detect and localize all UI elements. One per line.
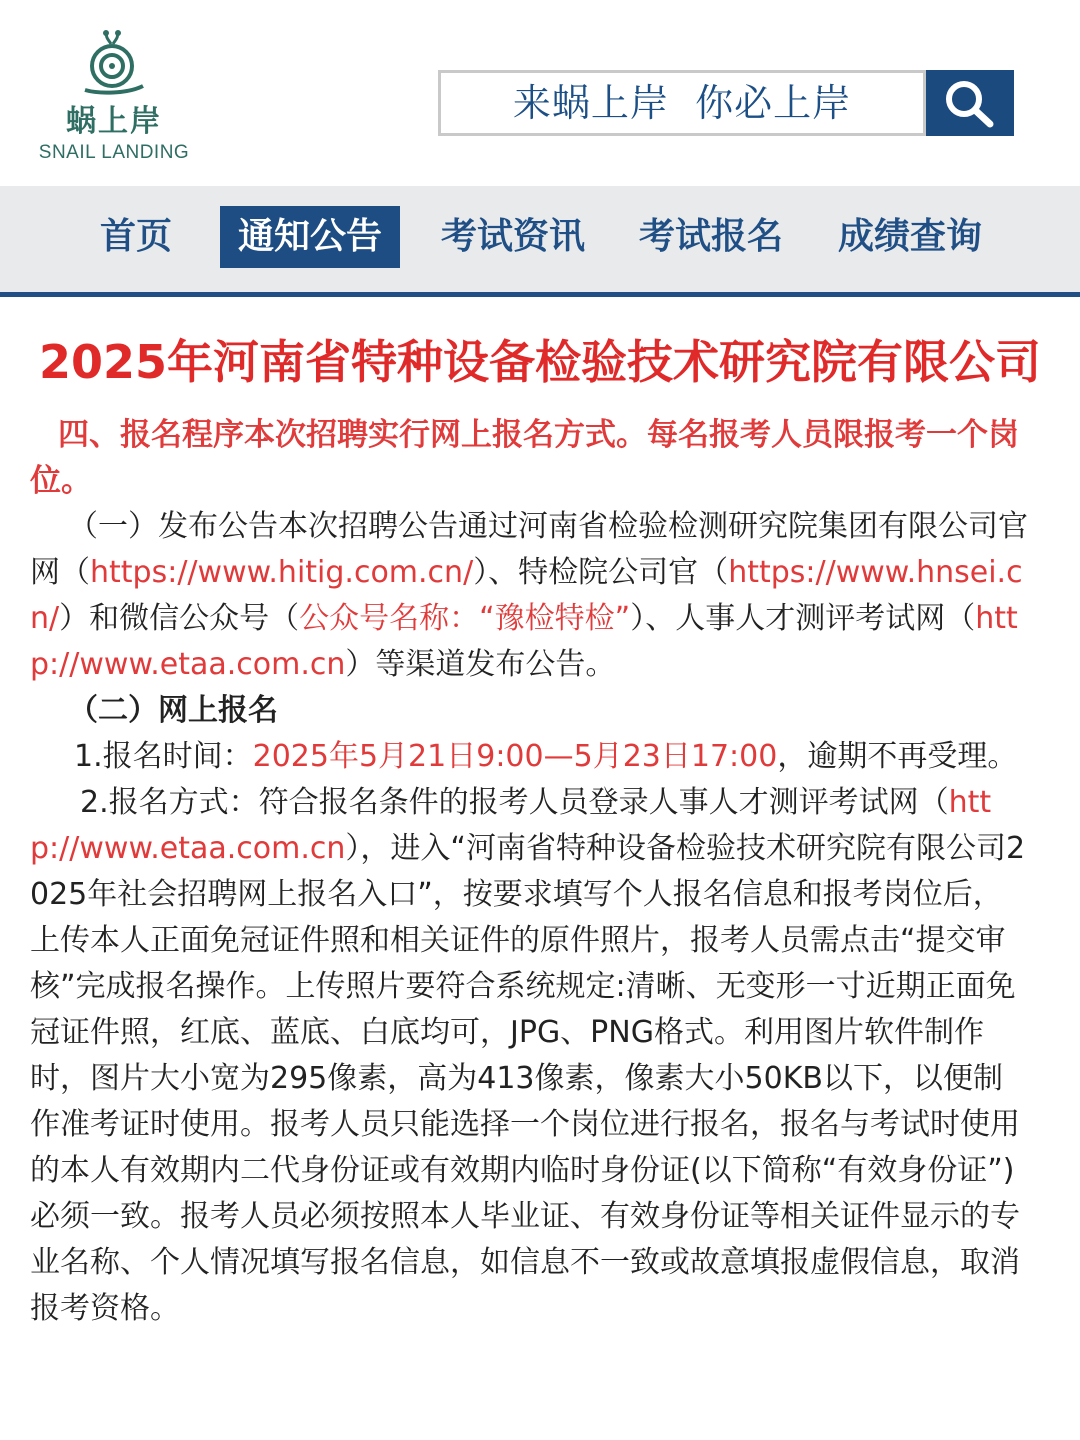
site-logo[interactable] — [24, 30, 204, 170]
text-span: ）等渠道发布公告。 — [345, 647, 616, 682]
article-title: 2025年河南省特种设备检验技术研究院有限公司 — [38, 335, 1042, 389]
subsection-heading: （二）网上报名 — [68, 693, 278, 728]
text-span: （一）发布公告本次招聘公告通过河南省检验检测研究院集团有限公司官网（ — [30, 509, 1028, 590]
link-etaa-2[interactable]: http://www.etaa.com.cn — [30, 785, 992, 866]
paragraph-publish — [30, 504, 1030, 688]
paragraph-registration-method — [30, 780, 1030, 1332]
text-span: 1.报名时间： — [74, 739, 253, 774]
logo-text-en: SNAIL LANDING — [38, 142, 190, 163]
text-span: ），进入“河南省特种设备检验技术研究院有限公司2025年社会招聘网上报名入口”，按要求填写个人报名信息和报考岗位后，上传本人正面免冠证件照和相关证件的原件照片，报考人员需点击“提交审核”完成报名操作。上传照片要符合系统规定:清晰、无变形一寸近期正面免冠证件照，红底、蓝底、白底均可，JPG、PNG格式。利用图片软件制作时，图片大小宽为295像素，高为413像素，像素大小50KB以下，以便制作准考证时使用。报考人员只能选择一个岗位进行报名，报名与考试时使用的本人有效期内二代身份证或有效期内临时身份证(以下简称“有效身份证”)必须一致。报考人员必须按照本人毕业证、有效身份证等相关证件显示的专业名称、个人情况填写报名信息，如信息不一致或故意填报虚假信息，取消报考资格。 — [30, 831, 1026, 1326]
logo-text-cn: 蜗上岸 — [66, 104, 162, 139]
registration-time: 2025年5月21日9:00—5月23日17:00 — [252, 739, 778, 774]
text-span: ）、特检院公司官（ — [473, 555, 729, 590]
section-heading: 四、报名程序本次招聘实行网上报名方式。每名报考人员限报考一个岗位。 — [30, 417, 1019, 499]
text-span: ）和微信公众号（ — [59, 601, 300, 636]
link-hitig[interactable]: https://www.hitig.com.cn/ — [90, 555, 474, 590]
main-nav — [0, 186, 1080, 297]
text-span: ，逾期不再受理。 — [777, 739, 1018, 774]
search-icon — [926, 70, 1014, 136]
paragraph-registration-time — [30, 734, 1030, 780]
site-header — [0, 0, 1080, 186]
nav-item-home[interactable]: 首页 — [99, 216, 172, 257]
nav-item-score-query[interactable]: 成绩查询 — [837, 216, 982, 257]
search-button[interactable] — [926, 70, 1014, 136]
nav-item-exam-registration[interactable]: 考试报名 — [638, 216, 783, 257]
text-span: 2.报名方式：符合报名条件的报考人员登录人事人才测评考试网（ — [80, 785, 949, 820]
nav-item-notices[interactable]: 通知公告 — [220, 206, 400, 268]
snail-icon — [79, 30, 149, 98]
search-input[interactable] — [438, 70, 926, 136]
link-etaa[interactable]: http://www.etaa.com.cn — [30, 601, 1018, 682]
search-bar — [438, 70, 1014, 136]
link-hnsei[interactable]: https://www.hnsei.cn/ — [30, 555, 1023, 636]
nav-item-exam-news[interactable]: 考试资讯 — [440, 216, 585, 257]
wechat-name: 公众号名称：“豫检特检” — [299, 601, 631, 636]
article-body — [30, 412, 1030, 1332]
text-span: ）、人事人才测评考试网（ — [630, 601, 976, 636]
